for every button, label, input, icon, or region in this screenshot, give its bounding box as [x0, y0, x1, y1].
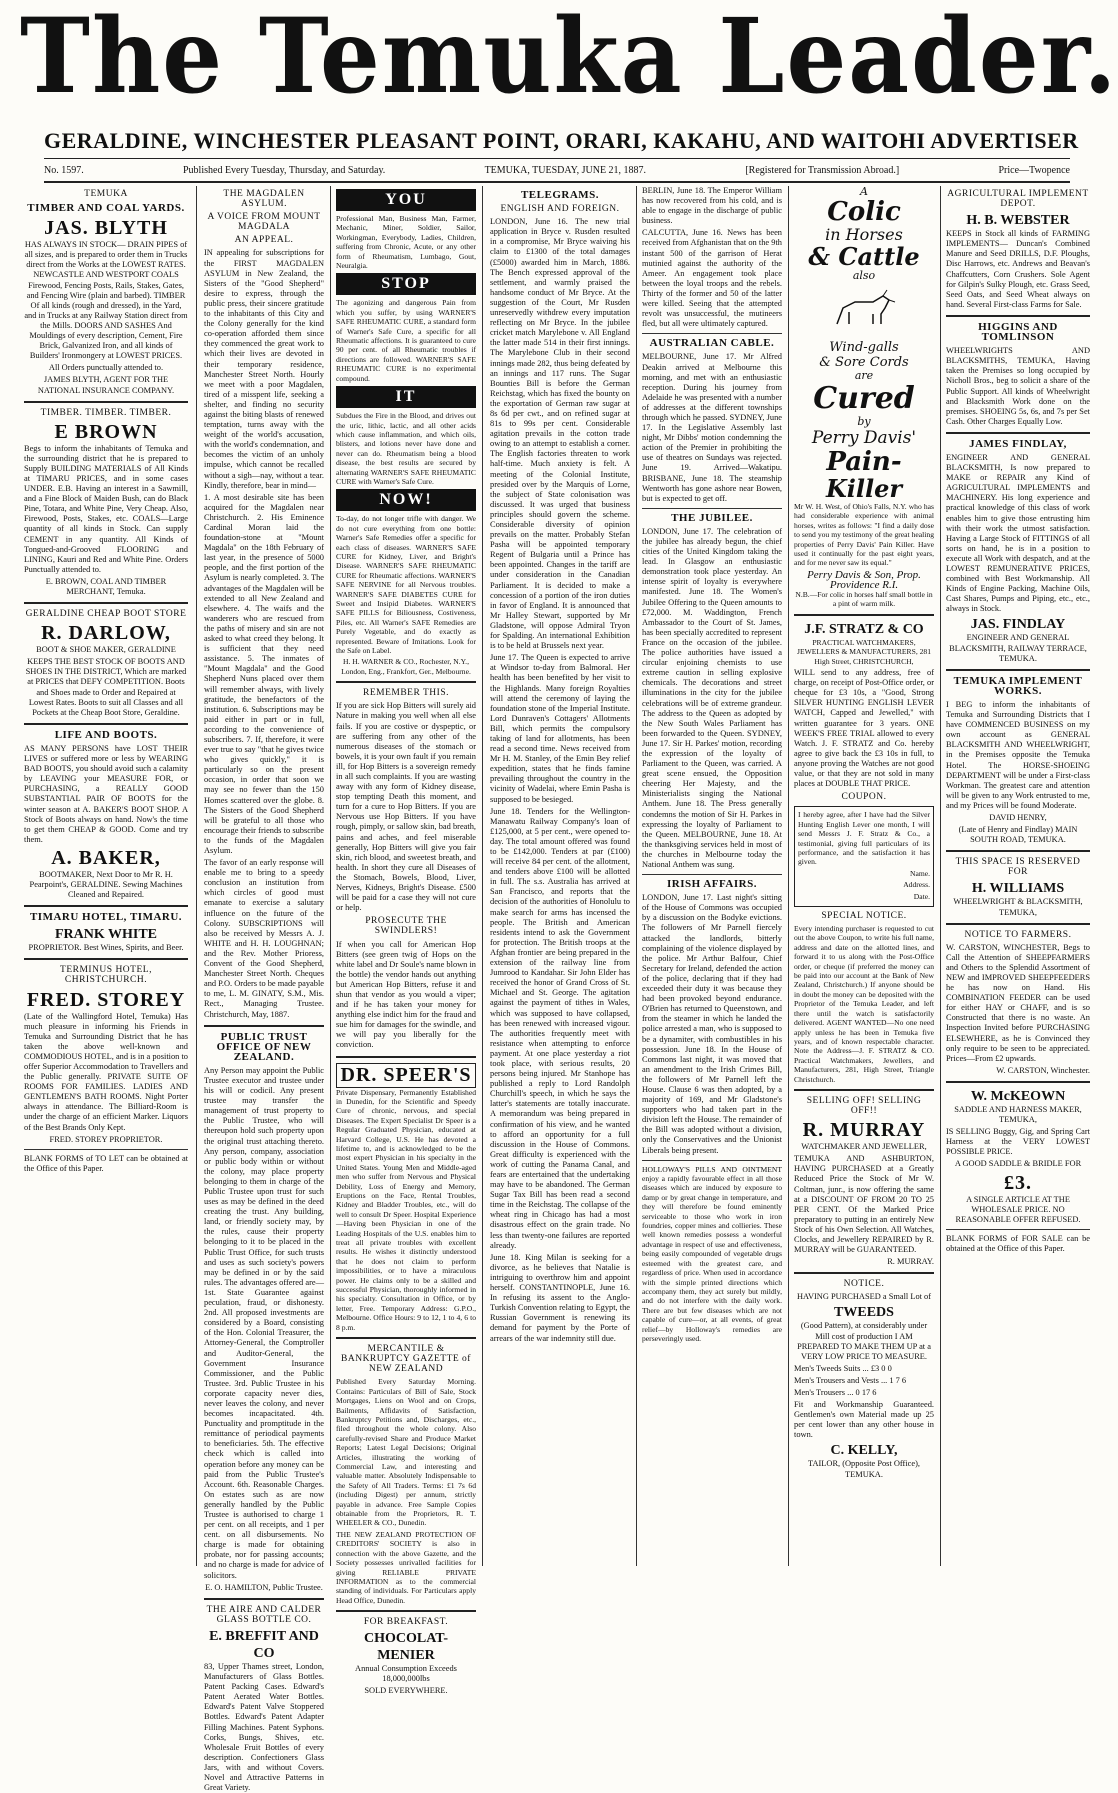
advertiser-name: A. BAKER,	[51, 846, 161, 869]
coupon-date-line: Date.	[913, 891, 930, 901]
article-heading: A VOICE FROM MOUNT MAGDALA	[207, 212, 321, 233]
reserved-space-note: THIS SPACE IS RESERVED FOR	[955, 857, 1081, 878]
column-5	[642, 186, 782, 1566]
divider	[946, 315, 1090, 317]
ad-signature: JAMES BLYTH, AGENT FOR THE NATIONAL INSURANCE COMPANY.	[37, 375, 175, 395]
ad-heading: THE AIRE AND CALDER GLASS BOTTLE CO.	[206, 1604, 322, 1625]
masthead	[20, 0, 1118, 122]
ad-heading: NOTICE.	[843, 1279, 885, 1290]
ad-script-line: Perry Davis'	[811, 428, 917, 448]
ad-script-line: Colic	[827, 197, 901, 227]
column-rule	[330, 186, 331, 1566]
ad-body: Private Dispensary, Permanently Established in Dunedin, for the Scientific and Speedy Cure of chronic, nervous, and special Diseases. The Expert Specialist Dr Speer is a Regular Graduated Physician, educated at Harvard College, U.S. He has devoted a lifetime to, and is acknowledged to be the most expert Physician in his specialty in the United States. Young Men and Middle-aged men who suffer from Nervous and Physical Debility, Loss of Energy and Memory, Eruptions on the Face, Rental Troubles, Kidney and Bladder Troubles, etc., will do well to consult Dr Speer. Hospital Experience—Having been Physician in one of the Leading Hospitals of the U.S. enables him to treat all private troubles with excellent results. He wishes it distinctly understood that he does not claim to perform impossibilities, or to have a miraculous power. He claims only to be a skilled and successful Physician, thoroughly informed in his specialty. Consultation in Office, or by letter, Free. Temporary Address: G.P.O., Melbourne. Office Hours: 9 to 12, 1 to 4, 6 to 8 p.m.	[336, 1087, 476, 1332]
advertiser-name: JAMES FINDLAY,	[969, 437, 1067, 450]
ad-script-line: Pain-	[826, 447, 902, 477]
notice-signature: E. O. HAMILTON, Public Trustee.	[205, 1582, 323, 1592]
ad-heading: TIMBER. TIMBER. TIMBER.	[40, 407, 172, 418]
ad-heading: NOW!	[336, 489, 476, 511]
advertiser-name: J.F. STRATZ & CO	[804, 621, 924, 637]
article-body: IN appealing for subscriptions for the FIRST MAGDALEN ASYLUM in New Zealand, the Sisters of the "Good Shepherd" desire to express, through the public press, their sincere gratitude to the inhabitants of this City and the Colony generally for the kind co-operation afforded them since they commenced the great work to which their lives are devoted in their temporary residence, Manchester Street North. Hourly we meet with a poor Magdalen, tired of a misspent life, seeking a shelter, and finding no security against the biting blasts of renewed temptation, turns away with the weight of the world's accusation, with the world's condemnation, and becomes the victim of an unholy impulse, which cannot be recalled without a sigh—nay, without a tear. Kindly, therefore, bear in mind—	[204, 248, 324, 490]
advertiser-name: R. MURRAY	[802, 1119, 926, 1142]
ad-script-line: Wind-galls	[829, 340, 899, 355]
ad-body: Annual Consumption Exceeds 18,000,000lbs	[355, 1664, 457, 1684]
ad-heading: NOTICE TO FARMERS.	[964, 929, 1072, 940]
ad-price: £3.	[1004, 1171, 1032, 1194]
ad-kicker: TEMUKA	[84, 189, 128, 199]
advertiser-name: DR. SPEER'S	[336, 1063, 476, 1088]
ad-body: (Good Pattern), at considerably under Mill cost of production I AM PREPARED TO MAKE THEM UP at a VERY LOW PRICE TO MEASURE.	[797, 1321, 931, 1361]
ad-body: Professional Man, Business Man, Farmer, Mechanic, Miner, Soldier, Sailor, Workingman, Everybody, Ladies, Children, suffering from Chronic, Acute, or any other form of Rheumatism, Lumbago, Gout, Neuralgia.	[336, 214, 476, 271]
coupon-text: I hereby agree, after I have had the Silver Hunting English Lever one month, I will send Messrs J. F. Stratz & Co., a testimonial, giving full particulars of its performance, and the satisfaction it has given.	[798, 810, 930, 867]
ad-heading: YOU	[336, 189, 476, 211]
article-body: LONDON, June 17. The celebration of the jubilee has already begun, the chief cities of the United Kingdom taking the lead. In Glasgow an enthusiastic demonstration took place yesterday. An intense spirit of loyalty is everywhere manifested. June 18. The Women's Jubilee Offering to the Queen amounts to £72,000. M. Waddington, French Ambassador to the Court of St. James, has been specially accredited to represent France on the occasion of the jubilee. The police authorities have issued a circular enjoining chemists to use extreme caution in selling explosive chemicals. The decorations and street illuminations in the city for the jubilee celebrations will be of extreme grandeur. The address to the Queen as adopted by the New South Wales Parliament has been forwarded to the Queen. SYDNEY, June 17. Sir H. Parkes' motion, recording the expression of the loyalty of Parliament to the Queen, was carried. A great scene ensued, the Opposition cheering Her Majesty, and the Ministerialists singing the National Anthem. June 18. The Press generally condemns the motion of Sir H. Parkes in expressing the loyalty of Parliament to the Queen. MELBOURNE, June 18. At the thanksgiving services held in most of the churches in Melbourne today the National Anthem was sung.	[642, 526, 782, 869]
section-heading: AUSTRALIAN CABLE.	[649, 337, 775, 350]
advertiser-name: R. DARLOW,	[41, 622, 171, 645]
advertiser-name: H. WILLIAMS	[971, 881, 1065, 897]
ad-body: AS MANY PERSONS have LOST THEIR LIVES or suffered more or less by WEARING BAD BOOTS, you should avoid such a calamity by LEAVING your MEASURE FOR, or PURCHASING, a REALLY GOOD SUBSTANTIAL PAIR OF BOOTS for the winter season at A. BAKER'S BOOT SHOP. A Stock of Boots always on hand. Now's the time to get them CHEAP & GOOD. Come and try them.	[24, 743, 188, 844]
advertiser-name: HIGGINS AND TOMLINSON	[978, 320, 1058, 344]
divider	[794, 1272, 934, 1274]
divider	[642, 1160, 782, 1161]
ad-body: If you are sick Hop Bitters will surely aid Nature in making you well when all else fails. If you are costive or dyspeptic, or are suffering from any other of the numerous diseases of the stomach or bowels, it is your own fault if you remain ill, for Hop Bitters is a sovereign remedy in all such complaints. If you are wasting away with any form of Kidney disease, stop tempting Death this moment, and turn for a cure to Hop Bitters. If you are Nervous use Hop Bitters. If you have rough, pimply, or sallow skin, bad breath, pains and aches, and feel miserable generally, Hop Bitters will give you fair skin, rich blood, and sweetest breath, and health. In short they cure all Diseases of the Stomach, Bowels, Blood, Liver, Nerves, Kidneys, Bright's Disease. £500 will be paid for a case they will not cure or help.	[336, 701, 476, 913]
registration-note: [Registered for Transmission Abroad.]	[745, 164, 900, 176]
ad-signature: H. H. WARNER & CO., Rochester, N.Y., London, Eng., Frankfort, Ger., Melbourne.	[341, 657, 471, 676]
divider	[336, 1337, 476, 1339]
divider	[794, 614, 934, 616]
column-rule	[788, 186, 789, 1566]
newspaper-subtitle: GERALDINE, WINCHESTER PLEASANT POINT, ORARI, KAKAHU, AND WAITOHI ADVERTISER	[44, 128, 1079, 153]
ad-signature: W. CARSTON, Winchester.	[996, 1065, 1090, 1075]
divider	[24, 723, 188, 725]
ad-heading: REMEMBER THIS.	[362, 688, 449, 699]
section-heading: THE JUBILEE.	[671, 511, 753, 524]
ad-heading: TIMARU HOTEL, TIMARU.	[29, 911, 183, 924]
ad-body: PROPRIETOR. Best Wines, Spirits, and Beer.	[28, 943, 184, 953]
ad-note: All Orders punctually attended to.	[48, 363, 164, 373]
ad-footnote: N.B.—For colic in horses half small bottle in a pint of warm milk.	[795, 590, 933, 609]
ad-heading: IT	[336, 386, 476, 408]
ad-signature: DAVID HENRY,	[989, 812, 1047, 822]
divider	[946, 1081, 1090, 1083]
ad-body: KEEPS in Stock all kinds of FARMING IMPLEMENTS— Duncan's Combined Manure and Seed DRILLS, D.F. Ploughs, Disc Harrows, etc. Andrews and Beavan's Chaffcutters, Corn Crushers. Sole Agent for Gilpin's Sulky Plough, etc. Grass Seed, Seed Oats, and Seed Wheat always on hand. Several First-class Farms for Sale.	[946, 229, 1090, 309]
ad-heading: AGRICULTURAL IMPLEMENT DEPOT.	[947, 189, 1089, 210]
coupon-name-line: Name.	[909, 868, 930, 878]
divider	[204, 1025, 324, 1027]
divider	[946, 1229, 1090, 1230]
column-4	[490, 186, 630, 1566]
ad-subheading: PRACTICAL WATCHMAKERS, JEWELLERS & MANUFACTURERS, 281 High Street, CHRISTCHURCH,	[796, 637, 932, 666]
ad-signature: (Late of Henry and Findlay) MAIN SOUTH ROAD, TEMUKA.	[958, 825, 1078, 845]
coupon-address-line: Address.	[903, 880, 930, 890]
divider	[946, 850, 1090, 852]
notice-heading: PUBLIC TRUST OFFICE OF NEW ZEALAND.	[216, 1030, 312, 1063]
ad-body: WHEELWRIGHT & BLACKSMITH, TEMUKA,	[953, 897, 1083, 917]
price-line: Men's Trousers ... 0 17 6	[794, 1388, 877, 1397]
divider	[204, 1598, 324, 1600]
article-list: 1. A most desirable site has been acquired for the Magdalen near Christchurch. 2. His Eminence Cardinal Moran laid the foundation-stone at "Mount Magdala" on the 18th February of last year, in the presence of 5000 people, and the first portion of the Asylum is nearly completed. 3. The advantages of the Magdalen will be extended to all New Zealand and elsewhere. 4. The waifs and the wanderers who are rescued from the paths of misery and sin are not asked to what creed they belong. It is sufficient that they need assistance. 5. The inmates of "Mount Magdala" and the Good Shepherd Nuns placed over them will remember always, with lively gratitude, the benefactors of the institution. 6. Subscriptions may be paid either in part or in full, according to the convenience of subscribers. 7. If, therefore, it were ever true to say "that he gives twice who gives quickly," it is particularly so on the present occasion, in order that soon we may see no fewer than the 150 Homes scattered over the globe. 8. The Sisters of the Good Shepherd will be grateful to all those who encourage their friends to subscribe to the funds of the Magdalen Asylum.	[204, 492, 324, 855]
ad-body: Published Every Saturday Morning. Contains: Particulars of Bill of Sale, Stock Mortgages, Liens on Wool and on Crops, Bailments, Affidavits of Satisfaction, Bankruptcy Petitions and, Discharges, etc., filed throughout the whole colony. Also carefully-revised Share and Produce Market Reports; Latest Legal Decisions; Original Articles, illustrating the working of Commercial Law, and interesting and valuable matter. Absolutely Indispensable to the Safety of All Traders. Terms: £1 7s 6d (including Digest) per annum, strictly payable in advance. Free Sample Copies obtainable from the Proprietors, R. T. WHEELER & CO., Dunedin.	[336, 1377, 476, 1528]
publication-schedule: Published Every Tuesday, Thursday, and Saturday.	[183, 164, 386, 176]
divider	[794, 1089, 934, 1091]
divider	[946, 923, 1090, 925]
ad-body: (Late of the Wallingford Hotel, Temuka) Has much pleasure in informing his Friends in Temuka and Surrounding District that he has taken the above well-known and COMMODIOUS HOTEL, and is in a position to offer Superior Accommodation to Travellers and the Public generally. PRIVATE SUITE OF ROOMS FOR FAMILIES. LADIES AND GENTLEMEN'S BATH ROOMS. Night Porter always in attendance. The Billiard-Room is under the charge of an efficient Marker. Liquors of the Best Brands Only Kept.	[24, 1011, 188, 1132]
article-body: June 18. Tenders for the Wellington-Manawatu Railway Company's loan of £125,000, at 5 per cent., were opened to-day. The total amount offered was found to be £142,000. Tenders at par (£100) will receive 84 per cent. of the allotment, and tenders above £100 will be allotted in full. The s.s. Australia has arrived at San Francisco, and reports that the decision of the authorities of Honolulu to make search for arms has incensed the people. The British and American residents intend to ask the Government for protection. The British troops at the Afghan frontier are being prepared in the extension of the railway line from Jumrood to Kandahar. Sir John Elder has received the honor of Grand Cross of St. Michael and St. George. The agitation against the payment of tithes in Wales, which was supposed to have collapsed, has been renewed with increased vigour. The authorities frequently meet with resistance when attempting to enforce payment. At one place yesterday a riot took place, with serious results, 20 persons being injured. Mr Stanhope has published a reply to Lord Randolph Churchill's speech, in which he says the latter's statements are totally inaccurate. A memorandum was being prepared in confirmation of his view, and he wanted to afford an opportunity for a full discussion in the House of Commons. Great difficulty is experienced with the work of cutting the Panama Canal, and fears are entertained that the undertaking may have to be abandoned. The German Sugar Tax Bill has been read a second time in the Reichstag. The collapse of the wheat ring in Chicago has had a most disastrous effect on the grain trade. No less than twenty-one failures are reported already.	[490, 806, 630, 1250]
ad-script-line: Killer	[825, 474, 903, 503]
ad-heading: MERCANTILE & BANKRUPTCY GAZETTE of NEW ZEALAND	[341, 1344, 471, 1375]
ad-body: To-day, do not longer trifle with danger. We do not cure everything from one bottle: Warner's Safe Remedies offer a specific for each class of diseases. WARNER'S SAFE CURE for Kidney, Liver, and Bright's Disease. WARNER'S SAFE RHEUMATIC CURE for Rheumatic affections. WARNER'S SAFE NERVINE for all Nervous troubles. WARNER'S SAFE DIABETES CURE for Sweet and Insipid Diabetes. WARNER'S SAFE PILLS for Biliousness, Costiveness, Piles, etc. All Warner's SAFE Remedies are Purely Vegetable, and do exactly as represented. Beware of Imitations. Look for the Safe on Label.	[336, 514, 476, 656]
article-body: CALCUTTA, June 16. News has been received from Afghanistan that on the 9th instant 500 of the garrison of Herat mutinied against the authority of the Ameer. An engagement took place between the loyal troops and the rebels. Thirty of the former and 50 of the latter were killed. Seeing that the attempted revolt was unsuccessful, the mutineers fled, but all were ultimately captured.	[642, 228, 782, 329]
ad-body: A GOOD SADDLE & BRIDLE FOR	[954, 1159, 1082, 1169]
divider	[336, 1610, 476, 1612]
article-kicker: THE MAGDALEN ASYLUM.	[223, 189, 305, 210]
section-subheading: ENGLISH AND FOREIGN.	[500, 204, 620, 215]
blank-forms-notice: BLANK FORMS of FOR SALE can be obtained at the Office of this Paper.	[946, 1233, 1090, 1253]
column-6	[794, 186, 934, 1566]
article-body: The favor of an early response will enable me to bring to a speedy conclusion an institution from which circles of good must emanate to exercise a salutary influence on the future of the Colony. SUBSCRIPTIONS will also be received by Messrs A. J. WHITE and H. H. LOUGHNAN; and the Rev. Mother Prioress, Convent of the Good Shepherd, Manchester Street North. Cheques and P.O. Orders to be made payable to me, L. M. GINATY, S.M., Mis. Rect., Managing Trustee. Christchurch, May, 1887.	[204, 858, 325, 1019]
article-body: June 17. The Queen is expected to arrive at Windsor to-day from Balmoral. Her health has been benefited by her visit to the Highlands. Many foreign Royalties will attend the ceremony of laying the foundation stone of the Imperial Institute. Lord Dunraven's Cottagers' Allotments Bill, which permits the compulsory taking of land for allotments, has been read a second time. News received from Mr H. M. Stanley, of the Emin Bey relief expedition, states that he finds famine prevailing throughout the country in the vicinity of Wadelai, where Emin Pasha is supposed to be besieged.	[490, 653, 630, 804]
advertiser-name: JAS. BLYTH	[44, 217, 168, 240]
issue-info-bar	[44, 158, 1070, 183]
price-line: Men's Tweeds Suits ... £3 0 0	[794, 1363, 892, 1373]
article-body: LONDON, June 16. The new trial application in Bryce v. Rusden resulted in a compromise, Mr Bryce waiving his claim to £1300 of the total damages (£5000) awarded him in March, 1886. The Bench expressed approval of the settlement, and warmly praised the handsome conduct of Mr Bryce. At the suggestion of the Court, Mr Rusden unreservedly withdrew every imputation reflecting on Mr Bryce. In the jubilee cricket match Marylebone v. All England the latter made 514 in their first innings. The Marylebone Club in their second innings made 282, thus being defeated by an innings and 117 runs. The Sugar Bounties Bill is before the German Reichstag, which has fixed the bounty on the exportation of German raw sugar at 8s 6d per cwt., and on refined sugar at 81s to 99s per cent. Considerable agitation prevails in the cotton trade owing to an attempt to establish a corner. The English factories threaten to work half-time. Much anxiety is felt. A meeting of the Colonial Institute, presided over by the Marquis of Lorne, the subject of State colonisation was discussed. It was urged that business principles should govern the scheme. Considerable diversity of opinion prevails on the matter. Probably Stefan Pasha will be appointed temporary Regent of Bulgaria until a Prince has been appointed. Changes in the tariff are under consideration in the Canadian Parliament. It is decided to make a concession of a portion of the iron duties in favor of England. It is announced that Mr Halley Stewart, supported by Mr Gladstone, will oppose Admiral Tryon for Spalding. An international Exhibition is to be held at Brussels next year.	[490, 217, 630, 651]
ad-body: Fit and Workmanship Guaranteed. Gentlemen's own Material made up 25 per cent lower than any other house in town.	[794, 1400, 934, 1440]
advertiser-name: C. KELLY,	[830, 1443, 898, 1459]
ad-script-line: in Horses	[825, 225, 903, 244]
ad-body: TEMUKA AND ASHBURTON, HAVING PURCHASED at a Greatly Reduced Price the Stock of Mr W. Coltman, junr., is now offering the same at a DISCOUNT OF FROM 20 TO 25 PER CENT. Of the Marked Price preparatory to putting in an entirely New Stock of his Own Selection. All Watches, Clocks, and Jewellery REPAIRED by R. MURRAY will be GUARANTEED.	[794, 1154, 934, 1255]
column-1	[24, 186, 188, 1566]
ad-heading: STOP	[336, 273, 476, 295]
divider	[24, 905, 188, 907]
ad-body: IS SELLING Buggy, Gig, and Spring Cart Harness at the VERY LOWEST POSSIBLE PRICE.	[946, 1127, 1090, 1157]
ad-script-line: A	[860, 185, 868, 198]
article-body: LONDON, June 17. Last night's sitting of the House of Commons was occupied by a discussion on the Bodyke evictions. The followers of Mr Parnell fiercely attacked the landlords, bitterly complaining of the violence displayed by the police. Mr Arthur Balfour, Chief Secretary for Ireland, defended the action of the police, declaring that if they had exceeded their duty it was because they had been provoked beyond endurance. O'Brien has returned to Queenstown, and from the steamer in which he landed the police arrested a man, who is supposed to be a dynamiter, with combustibles in his possession. June 18. In the House of Commons last night, it was moved that an amendment to the Irish Crimes Bill, the followers of Mr Parnell left the House. Clause 6 was then adopted, by a majority of 169, and Mr Gladstone's supporters who had taken part in the division left the House. The remainder of the Bill was adopted without a division, only the Conservatives and the Unionist Liberals being present.	[642, 893, 782, 1155]
divider	[336, 1056, 476, 1058]
price-line: Men's Trousers and Vests ... 1 7 6	[794, 1375, 907, 1385]
ad-body: Subdues the Fire in the Blood, and drives out the uric, lithic, lactic, and all other acids which cause inflammation, and which oils, blisters, and lotions never have done and never can do. Rheumatism being a blood disease, the best results are secured by alternating WARNER'S SAFE RHEUMATIC CURE with Warner's Safe Cure.	[336, 411, 476, 486]
advertiser-name: FRED. STOREY	[26, 988, 186, 1011]
coupon-box	[794, 806, 934, 907]
advertiser-name: JAS. FINDLAY	[970, 617, 1066, 633]
column-rule	[482, 186, 483, 1566]
ad-heading: TERMINUS HOTEL, CHRISTCHURCH.	[60, 965, 152, 986]
section-heading: IRISH AFFAIRS.	[667, 878, 757, 891]
ad-heading: PROSECUTE THE SWINDLERS!	[365, 916, 447, 937]
notice-body: Every intending purchaser is requested to cut out the above Coupon, to write his full name, address and date on the allotted lines, and forward it to us along with the Post-Office order, or cheque (if preferred the money can be paid into our account at the Bank of New Zealand, Christchurch.) If anyone should be in doubt the money can be deposited with the Proprietor of the Temuka Leader, and left there until the watch is satisfactorily delivered. AGENT WANTED—No one need apply unless he has been in Temuka five years, and of known respectable character. Note the Address—J. F. STRATZ & CO. Practical Watchmakers, Jewellers, and Manufacturers, 281, High Street, Triangle Christchurch.	[794, 924, 934, 1084]
ad-signature: ENGINEER AND GENERAL BLACKSMITH, RAILWAY TERRACE, TEMUKA.	[949, 633, 1087, 663]
ad-signature: FRED. STOREY PROPRIETOR.	[49, 1134, 163, 1144]
article-body: MELBOURNE, June 17. Mr Alfred Deakin arrived at Melbourne this morning, and met with an enthusiastic reception. During his journey from Adelaide he was presented with a number of addresses at the different townships through which he passed. SYDNEY, June 17. In the Legislative Assembly last night, Mr Dibbs' motion condemning the action of the Premier in prohibiting the use of theatres on Sundays was rejected. June 19. Arrived—Wakatipu. BRISBANE, June 18. The steamship Wentworth has gone ashore near Bowen, but is expected to get off.	[642, 352, 782, 503]
ad-body: BOOTMAKER, Next Door to Mr R. H. Pearpoint's, GERALDINE. Sewing Machines Cleaned and Repaired.	[29, 869, 183, 900]
ad-body: 83, Upper Thames street, London, Manufacturers of Glass Bottles. Patent Packing Cases. Edward's Patent Aerated Water Bottles. Edward's Patent Valve Stoppered Bottles. Edward's Patent Adapter Filling Machines. Patent Syphons. Corks, Bungs, Shives, etc. Wholesale Fruit Bottles of every description. Confectioners Glass Jars, with and without Covers. Novel and Attractive Patterns in Great Variety.	[204, 1661, 324, 1793]
ad-subheading: BOOT & SHOE MAKER, GERALDINE	[36, 645, 176, 655]
pain-killer-ad	[794, 186, 934, 502]
newspaper-title: The Temuka Leader.	[20, 0, 1118, 118]
advertiser-product: TWEEDS	[834, 1305, 894, 1321]
issue-number: No. 1597.	[44, 164, 84, 176]
ad-heading: TEMUKA IMPLEMENT WORKS.	[953, 674, 1083, 697]
ad-body: HAVING PURCHASED a Small Lot of	[796, 1292, 932, 1302]
ad-body: WHEELWRIGHTS AND BLACKSMITHS, TEMUKA, Having taken the Premises so long occupied by Nicholl Bros., beg to solicit a share of the Public Support. All kinds of Wheelwright and Blacksmith Work done on the premises. SHOEING 5s, 6s, and 7s per Set Cash. Other Charges Equally Low.	[946, 346, 1090, 426]
article-body: BERLIN, June 18. The Emperor William has now recovered from his cold, and is able to engage in the discharge of public business.	[642, 186, 782, 226]
ad-signature: Perry Davis & Son, Prop.	[807, 568, 921, 581]
divider	[642, 874, 782, 875]
ad-script-line: are	[854, 369, 874, 382]
ad-body: KEEPS THE BEST STOCK OF BOOTS AND SHOES IN THE DISTRICT, Which are marked at PRICES that DEFY COMPETITION. Boots and Shoes made to Order and Repaired at Lowest Rates. Boots to suit all Classes and all Pockets at the Cheap Boot Store, Geraldine.	[25, 657, 187, 717]
ad-body: Begs to inform the inhabitants of Temuka and the surrounding district that he is prepared to Supply BUILDING MATERIALS of All Kinds at TIMARU PRICES, and in some cases UNDER. E.B. Having an interest in a Sawmill, and a Fine Block of Maiden Bush, can do Black Pine, Totara, and White Pine, Very Cheap. Also, Firewood, Posts, Stakes, etc. COALS—Large quantity of all kinds in Stock. Can supply CEMENT in any quantity. All Kinds of Tongued-and-Grooved FLOORING and LINING, Kauri and Red and White Pine. Orders Punctually attended to.	[24, 443, 188, 574]
divider	[336, 681, 476, 683]
ad-body: HAS ALWAYS IN STOCK— DRAIN PIPES of all sizes, and is prepared to order them in Trucks direct from the Works at the LOWEST RATES. NEWCASTLE AND WESTPORT COALS Firewood, Fencing Posts, Rails, Stakes, Gates, and Fencing Wire (plain and barbed). TIMBER Of all kinds (rough and dressed), in the Yard, and in Trucks at any Railway Station direct from the Mills. DOORS AND SASHES And Mouldings of every description, Cement, Fire Brick, Galvanized Iron, and all kinds of Builders' Ironmongery at LOWEST PRICES.	[24, 240, 188, 361]
ad-testimonial: Mr W. H. West, of Ohio's Falls, N.Y. who has had considerable experience with animal horses, writes as follows: "I find a daily dose to send you my testimony of the great healing properties of Perry Davis' Pain Killer. Have used it continually for the past eight years, and for me never saw its equal."	[794, 502, 934, 568]
advertiser-name: E BROWN	[54, 420, 158, 443]
ad-script-line: by	[857, 415, 871, 428]
column-rule	[636, 186, 637, 1566]
column-rule	[196, 186, 197, 1566]
divider	[946, 432, 1090, 434]
divider	[642, 333, 782, 334]
ad-footer: SOLD EVERYWHERE.	[364, 1686, 448, 1696]
ad-signature: Providence R.I.	[829, 578, 899, 591]
advertisement-body: HOLLOWAY'S PILLS AND OINTMENT enjoy a rapidly favourable effect in all those diseases which are induced by exposure to damp or by great change in temperature, and they will therefore be found eminently serviceable to those who work in iron foundries, copper mines and collieries. These well known remedies possess a wonderful advantage in respect of use and effectiveness, being easily compounded of vegetable drugs esteemed with the greatest care, and regardless of price. When used in accordance with the simple printed directions which accompany them, they act surely but mildly, and do not interfere with the daily work. There are but few diseases which are not capable of cure—or, at all events, of great relief—by Holloway's remedies are perseveringly used.	[642, 1164, 782, 1343]
blank-forms-notice: BLANK FORMS of TO LET can be obtained at the Office of this Paper.	[24, 1153, 188, 1173]
ad-script-line: & Sore Cords	[819, 355, 909, 370]
dateline: TEMUKA, TUESDAY, JUNE 21, 1887.	[484, 164, 647, 176]
notice-heading: SPECIAL NOTICE.	[821, 910, 907, 921]
ad-script-line: & Cattle	[808, 242, 920, 271]
ad-heading: LIFE AND BOOTS.	[54, 728, 158, 741]
section-heading: TELEGRAMS.	[520, 189, 600, 201]
ad-body: I BEG to inform the inhabitants of Temuka and Surrounding Districts that I have COMMENCED BUSINESS on my own account as GENERAL BLACKSMITH AND WHEELWRIGHT, in the Premises opposite the Temuka Hotel. The HORSE-SHOEING DEPARTMENT will be under a First-class Workman. The greatest care and attention will be given to any Work entrusted to me, and my Prices will be found Moderate.	[946, 699, 1090, 810]
advertiser-name: H. B. WEBSTER	[966, 213, 1070, 229]
advertiser-name: CHOCOLAT-MENIER	[363, 1631, 448, 1664]
ad-body: W. CARSTON, WINCHESTER, Begs to Call the Attention of SHEEPFARMERS and Others to the Splendid Assortment of NEW and IMPROVED SHEEPFEEDERS he has now on Hand. His COMBINATION FEEDER can be used for either HAY or CHAFF, and is so Constructed that there is no waste. An Inspection Invited before PURCHASING ELSEWHERE, as he is Convinced they only require to be seen to be appreciated. Prices—From £2 upwards.	[946, 942, 1090, 1063]
ad-signature: E. BROWN, COAL AND TIMBER MERCHANT, Temuka.	[45, 576, 167, 596]
ad-heading: GERALDINE CHEAP BOOT STORE	[25, 609, 187, 620]
ad-body: If when you call for American Hop Bitters (see green twig of Hops on the white label and Dr Soule's name blown in the bottle) the vendor hands out anything but American Hop Bitters, refuse it and shun that vendor as you would a viper; and if he has taken your money for anything else indict him for the fraud and sue him for damages for the swindle, and we will pay you liberally for the conviction.	[336, 939, 476, 1050]
ad-body: ENGINEER AND GENERAL BLACKSMITH, Is now prepared to MAKE or REPAIR any Kind of AGRICULTURAL IMPLEMENTS and MACHINERY. His long experience and practical knowledge of this class of work enables him to give those entrusting him with their work the utmost satisfaction. Having a Large Stock of FITTINGS of all sorts on hand, he is in a position to execute all Work with despatch, and at the LOWEST REMUNERATIVE PRICES, combined with Best Workmanship. All Kinds of Engine Packing, Machine Oils, Cast Shares, Pumps and Piping, etc., etc., always in Stock.	[946, 452, 1090, 614]
price: Price—Twopence	[998, 164, 1070, 176]
ad-signature: TAILOR, (Opposite Post Office), TEMUKA.	[808, 1459, 920, 1479]
ad-body: The agonizing and dangerous Pain from which you suffer, by using WARNER'S SAFE RHEUMATIC CURE, a standard form of Warner's Safe Cure, a specific for all Rheumatic affections. It is guaranteed to cure 90 per cent. of all Rheumatic troubles if directions are followed. WARNER'S SAFE RHEUMATIC CURE is no experimental compound.	[336, 298, 476, 383]
ad-body: WILL send to any address, free of charge, on receipt of Post-Office order, or cheque for £3 10s, a "Good, Strong SILVER HUNTING ENGLISH LEVER WATCH, Capped and Jewelled," with written guarantee for 3 years. ONE WEEK'S FREE TRIAL allowed to every Watch. J. F. STRATZ and Co. hereby agree to give back the £3 10s in full, to anyone proving the Watches are not good value, or that they are not sold in many places at DOUBLE THAT PRICE.	[794, 668, 934, 789]
divider	[24, 401, 188, 403]
horse-illustration	[829, 286, 899, 336]
column-3	[336, 186, 476, 1696]
coupon-heading: COUPON.	[841, 792, 887, 803]
ad-subheading: SADDLE AND HARNESS MAKER, TEMUKA,	[954, 1104, 1082, 1125]
ad-heading: SELLING OFF! SELLING OFF!!	[806, 1095, 922, 1117]
notice-body: Any Person may appoint the Public Trustee executor and trustee under his will or codicil. Any present trustee may transfer the management of trust property to the Public Trustee, who will thereupon hold such property upon the original trust attaching thereto. Any person, company, association or public body within or without the colony, may place property belonging to them in charge of the Public Trustee upon trust for such uses as may be defined in the deed creating the trust. Any building, land, or friendly society may, by the rules, cause their property belonging to it to be placed in the Public Trust Office, for such trusts and uses as such society's powers may be defined in or by the said rules. The advantages offered are—1st. State Guarantee against peculation, fraud, or dishonesty. 2nd. All proposed investments are considered by a Board, consisting of the Hon. Colonial Treasurer, the Attorney-General, the Comptroller and Auditor-General, the Government Insurance Commissioner, and the Public Trustee. 3rd. Public Trustee in his corporate capacity never dies, never leaves the colony, and never becomes incapacitated. 4th. Punctuality and promptitude in the remittance of periodical payments to beneficiaries. 5th. The effective check which is called into operation before any money can be paid from the Public Trustee's Account. 6th. Reasonable Charges. On estates such as are now generally handled by the Public Trustee is authorised to charge 1 per cent. on all receipts, and 1 per cent. on all disbursements. No charge is made for obtaining probate, nor for passing accounts; and no charge is made for advice of solicitors.	[204, 1065, 324, 1580]
ad-script-line: also	[852, 269, 876, 282]
advertiser-name: E. BREFFIT AND CO	[209, 1628, 319, 1661]
article-subheading: AN APPEAL.	[234, 235, 294, 246]
ad-script-line: Cured	[813, 381, 915, 416]
ad-body: A SINGLE ARTICLE AT THE WHOLESALE PRICE. NO REASONABLE OFFER REFUSED.	[955, 1194, 1081, 1224]
column-rule	[940, 186, 941, 1566]
divider	[642, 508, 782, 509]
advertiser-name: FRANK WHITE	[54, 927, 158, 943]
ad-heading: TIMBER AND COAL YARDS.	[27, 202, 185, 215]
ad-body: THE NEW ZEALAND PROTECTION OF CREDITORS' SOCIETY is also in connection with the above Gazette, and the Society possesses unrivalled facilities for giving RELIABLE PRIVATE INFORMATION as to the commercial standing of individuals. For Particulars apply Head Office, Dunedin.	[336, 1529, 476, 1605]
advertiser-name: W. McKEOWN	[970, 1088, 1066, 1104]
ad-heading: FOR BREAKFAST.	[363, 1617, 449, 1628]
article-body: June 18. King Milan is seeking for a divorce, as he believes that Natalie is intriguing to overthrow him and appoint herself. CONSTANTINOPLE, June 16. In refusing its assent to the Anglo-Turkish Convention relating to Egypt, the Russian Government is renewing its demand for payment by the Porte of arrears of the war indemnity still due.	[490, 1252, 630, 1343]
divider	[24, 958, 188, 960]
divider	[946, 669, 1090, 671]
column-7	[946, 186, 1090, 1566]
column-2	[204, 186, 325, 1793]
ad-subheading: WATCHMAKER AND JEWELLER,	[801, 1142, 927, 1152]
divider	[24, 602, 188, 604]
divider	[24, 1149, 188, 1150]
ad-signature: R. MURRAY.	[887, 1257, 934, 1267]
